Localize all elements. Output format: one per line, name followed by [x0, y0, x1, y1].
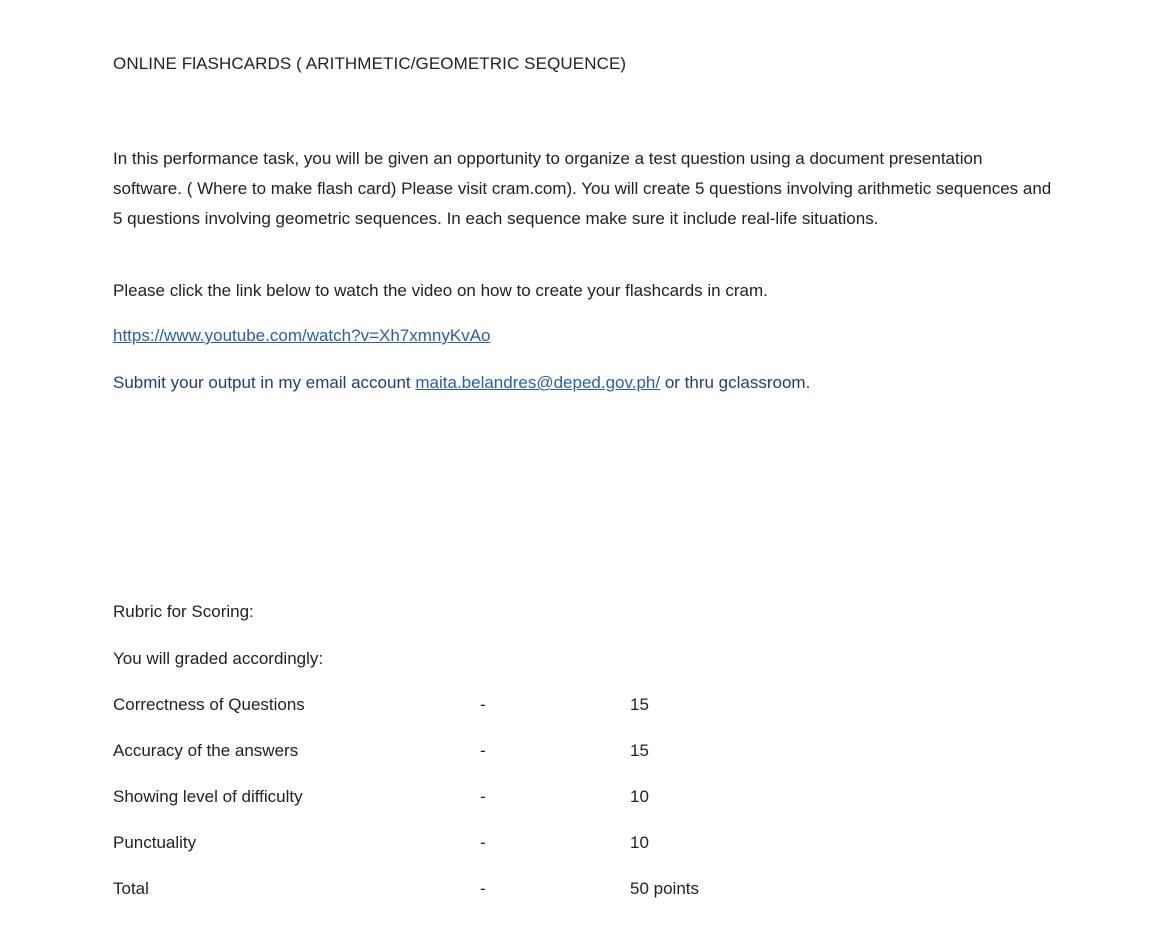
rubric-points: 10: [630, 787, 649, 806]
rubric-points: 50 points: [630, 879, 699, 898]
rubric-dash: -: [480, 787, 486, 806]
submit-instruction: [113, 373, 810, 393]
rubric-row-accuracy: [113, 741, 813, 765]
video-link-line: [113, 326, 491, 346]
rubric-criterion: Total: [113, 879, 149, 898]
rubric-points: 10: [630, 833, 649, 852]
rubric-row-punctuality: [113, 833, 813, 857]
youtube-link[interactable]: https://www.youtube.com/watch?v=Xh7xmnyKvAo: [113, 326, 491, 345]
rubric-row-difficulty: [113, 787, 813, 811]
rubric-points: 15: [630, 741, 649, 760]
rubric-dash: -: [480, 879, 486, 898]
document-title: ONLINE FlASHCARDS ( ARITHMETIC/GEOMETRIC SEQUENCE): [113, 54, 627, 73]
submit-prefix: Submit your output in my email account: [113, 373, 416, 392]
video-prompt: Please click the link below to watch the video on how to create your flashcards in cram.: [113, 281, 768, 300]
rubric-criterion: Correctness of Questions: [113, 695, 305, 714]
rubric-row-correctness: [113, 695, 813, 719]
rubric-subheading: You will graded accordingly:: [113, 649, 324, 668]
email-link[interactable]: maita.belandres@deped.gov.ph/: [415, 373, 661, 392]
submit-suffix: or thru gclassroom.: [660, 373, 811, 392]
rubric-row-total: [113, 879, 813, 903]
rubric-dash: -: [480, 833, 486, 852]
intro-paragraph: In this performance task, you will be given an opportunity to organize a test question using a document presentation software. ( Where to make flash card) Please visit cram.com). You will create 5 questions involving arithmetic sequences and 5 questions involving geometric sequences. In each sequence make sure it include real-life situations.: [113, 149, 1052, 228]
rubric-points: 15: [630, 695, 649, 714]
rubric-dash: -: [480, 695, 486, 714]
rubric-criterion: Accuracy of the answers: [113, 741, 299, 760]
rubric-dash: -: [480, 741, 486, 760]
rubric-criterion: Showing level of difficulty: [113, 787, 303, 806]
rubric-criterion: Punctuality: [113, 833, 197, 852]
rubric-heading: Rubric for Scoring:: [113, 602, 254, 621]
